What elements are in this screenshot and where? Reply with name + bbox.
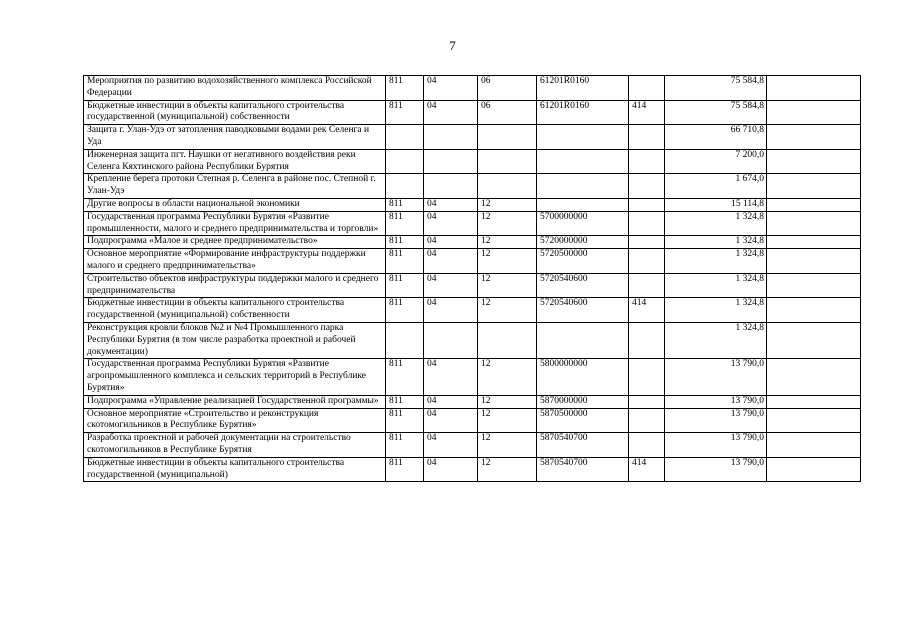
cell-vr (629, 149, 665, 174)
cell-csr: 5720540600 (537, 273, 629, 298)
cell-vr (629, 273, 665, 298)
cell-name: Другие вопросы в области национальной экономики (84, 198, 386, 211)
cell-pr: 12 (478, 236, 537, 249)
cell-vr (629, 249, 665, 274)
cell-csr: 61201R0160 (537, 100, 629, 125)
cell-sum: 1 324,8 (665, 211, 767, 236)
cell-rz (424, 322, 478, 358)
cell-ved (386, 322, 424, 358)
cell-csr: 5720500000 (537, 249, 629, 274)
page-number: 7 (449, 38, 456, 53)
cell-name: Подпрограмма «Малое и среднее предпринимательство» (84, 236, 386, 249)
cell-csr (537, 322, 629, 358)
cell-vr: 414 (629, 457, 665, 482)
cell-vr (629, 174, 665, 199)
cell-vr (629, 433, 665, 458)
table-row (84, 198, 861, 211)
cell-empty (767, 76, 861, 101)
cell-empty (767, 433, 861, 458)
cell-ved (386, 125, 424, 150)
cell-pr: 12 (478, 457, 537, 482)
cell-pr (478, 125, 537, 150)
cell-csr: 5870500000 (537, 408, 629, 433)
cell-empty (767, 125, 861, 150)
cell-sum: 75 584,8 (665, 76, 767, 101)
table-row (84, 433, 861, 458)
cell-sum: 13 790,0 (665, 457, 767, 482)
cell-name: Основное мероприятие «Формирование инфраструктуры поддержки малого и среднего предпринимательства» (84, 249, 386, 274)
cell-rz (424, 149, 478, 174)
cell-sum: 13 790,0 (665, 359, 767, 395)
cell-empty (767, 457, 861, 482)
cell-vr (629, 359, 665, 395)
cell-name: Мероприятия по развитию водохозяйственного комплекса Российской Федерации (84, 76, 386, 101)
cell-empty (767, 211, 861, 236)
cell-empty (767, 395, 861, 408)
cell-empty (767, 273, 861, 298)
cell-rz: 04 (424, 249, 478, 274)
cell-empty (767, 249, 861, 274)
cell-pr: 12 (478, 249, 537, 274)
cell-pr: 12 (478, 395, 537, 408)
cell-ved: 811 (386, 433, 424, 458)
table-row (84, 149, 861, 174)
cell-name: Строительство объектов инфраструктуры поддержки малого и среднего предпринимательства (84, 273, 386, 298)
cell-csr: 5800000000 (537, 359, 629, 395)
cell-rz: 04 (424, 198, 478, 211)
cell-sum: 15 114,8 (665, 198, 767, 211)
cell-pr: 12 (478, 198, 537, 211)
cell-vr (629, 198, 665, 211)
cell-ved: 811 (386, 273, 424, 298)
cell-csr (537, 125, 629, 150)
table-row (84, 298, 861, 323)
cell-csr: 5720540600 (537, 298, 629, 323)
cell-rz: 04 (424, 100, 478, 125)
cell-ved: 811 (386, 395, 424, 408)
cell-csr (537, 198, 629, 211)
cell-pr: 12 (478, 359, 537, 395)
cell-vr: 414 (629, 100, 665, 125)
cell-ved: 811 (386, 211, 424, 236)
cell-rz: 04 (424, 359, 478, 395)
cell-pr: 12 (478, 298, 537, 323)
cell-pr: 12 (478, 273, 537, 298)
cell-name: Бюджетные инвестиции в объекты капитального строительства государственной (муниципальной) (84, 457, 386, 482)
cell-vr (629, 395, 665, 408)
table-row (84, 100, 861, 125)
cell-csr: 5870540700 (537, 433, 629, 458)
cell-pr: 06 (478, 76, 537, 101)
cell-empty (767, 174, 861, 199)
cell-vr (629, 322, 665, 358)
cell-name: Государственная программа Республики Бурятия «Развитие промышленности, малого и среднего предпринимательства и торговли» (84, 211, 386, 236)
cell-sum: 13 790,0 (665, 433, 767, 458)
table-row (84, 322, 861, 358)
cell-csr: 61201R0160 (537, 76, 629, 101)
table-row (84, 273, 861, 298)
cell-empty (767, 236, 861, 249)
cell-ved: 811 (386, 457, 424, 482)
cell-ved (386, 174, 424, 199)
cell-pr (478, 149, 537, 174)
cell-pr (478, 174, 537, 199)
cell-sum: 75 584,8 (665, 100, 767, 125)
cell-name: Крепление берега протоки Степная р. Селенга в районе пос. Степной г. Улан-Удэ (84, 174, 386, 199)
cell-name: Реконструкция кровли блоков №2 и №4 Промышленного парка Республики Бурятия (в том числе разработка проектной и рабочей документации) (84, 322, 386, 358)
cell-ved (386, 149, 424, 174)
cell-empty (767, 408, 861, 433)
cell-rz: 04 (424, 433, 478, 458)
table-row (84, 236, 861, 249)
table-row (84, 249, 861, 274)
cell-name: Государственная программа Республики Бурятия «Развитие агропромышленного комплекса и сельских территорий в Республике Бурятия» (84, 359, 386, 395)
table-row (84, 76, 861, 101)
cell-rz (424, 174, 478, 199)
cell-rz: 04 (424, 236, 478, 249)
cell-sum: 13 790,0 (665, 408, 767, 433)
cell-csr: 5870000000 (537, 395, 629, 408)
cell-name: Подпрограмма «Управление реализацией Государственной программы» (84, 395, 386, 408)
cell-pr: 12 (478, 408, 537, 433)
cell-rz (424, 125, 478, 150)
cell-rz: 04 (424, 211, 478, 236)
cell-rz: 04 (424, 298, 478, 323)
cell-empty (767, 298, 861, 323)
table-row (84, 211, 861, 236)
cell-pr: 06 (478, 100, 537, 125)
cell-sum: 1 324,8 (665, 298, 767, 323)
cell-name: Разработка проектной и рабочей документации на строительство скотомогильников в Республике Бурятия (84, 433, 386, 458)
cell-vr (629, 125, 665, 150)
cell-sum: 1 674,0 (665, 174, 767, 199)
table-row (84, 457, 861, 482)
cell-pr: 12 (478, 211, 537, 236)
cell-pr (478, 322, 537, 358)
cell-vr (629, 211, 665, 236)
cell-vr (629, 76, 665, 101)
cell-csr (537, 149, 629, 174)
cell-vr (629, 408, 665, 433)
cell-rz: 04 (424, 457, 478, 482)
cell-empty (767, 322, 861, 358)
cell-name: Основное мероприятие «Строительство и реконструкция скотомогильников в Республике Бурятия» (84, 408, 386, 433)
cell-ved: 811 (386, 408, 424, 433)
cell-csr (537, 174, 629, 199)
cell-ved: 811 (386, 100, 424, 125)
cell-csr: 5700000000 (537, 211, 629, 236)
cell-ved: 811 (386, 236, 424, 249)
cell-name: Бюджетные инвестиции в объекты капитального строительства государственной (муниципальной) собственности (84, 298, 386, 323)
cell-rz: 04 (424, 273, 478, 298)
table-row (84, 395, 861, 408)
cell-rz: 04 (424, 395, 478, 408)
cell-sum: 1 324,8 (665, 273, 767, 298)
cell-sum: 7 200,0 (665, 149, 767, 174)
cell-sum: 1 324,8 (665, 322, 767, 358)
cell-sum: 1 324,8 (665, 236, 767, 249)
cell-sum: 1 324,8 (665, 249, 767, 274)
cell-rz: 04 (424, 408, 478, 433)
cell-pr: 12 (478, 433, 537, 458)
cell-name: Защита г. Улан-Удэ от затопления паводковыми водами рек Селенга и Уда (84, 125, 386, 150)
cell-vr (629, 236, 665, 249)
table-row (84, 174, 861, 199)
cell-name: Бюджетные инвестиции в объекты капитального строительства государственной (муниципальной) собственности (84, 100, 386, 125)
table-row (84, 359, 861, 395)
cell-ved: 811 (386, 249, 424, 274)
table-row (84, 408, 861, 433)
cell-rz: 04 (424, 76, 478, 101)
cell-name: Инженерная защита пгт. Наушки от негативного воздействия реки Селенга Кяхтинского района Республики Бурятия (84, 149, 386, 174)
cell-empty (767, 149, 861, 174)
cell-empty (767, 359, 861, 395)
cell-ved: 811 (386, 198, 424, 211)
budget-table (83, 75, 861, 482)
cell-ved: 811 (386, 359, 424, 395)
cell-ved: 811 (386, 298, 424, 323)
cell-csr: 5870540700 (537, 457, 629, 482)
cell-sum: 66 710,8 (665, 125, 767, 150)
cell-empty (767, 100, 861, 125)
cell-sum: 13 790,0 (665, 395, 767, 408)
cell-csr: 5720000000 (537, 236, 629, 249)
cell-empty (767, 198, 861, 211)
cell-ved: 811 (386, 76, 424, 101)
table-row (84, 125, 861, 150)
cell-vr: 414 (629, 298, 665, 323)
